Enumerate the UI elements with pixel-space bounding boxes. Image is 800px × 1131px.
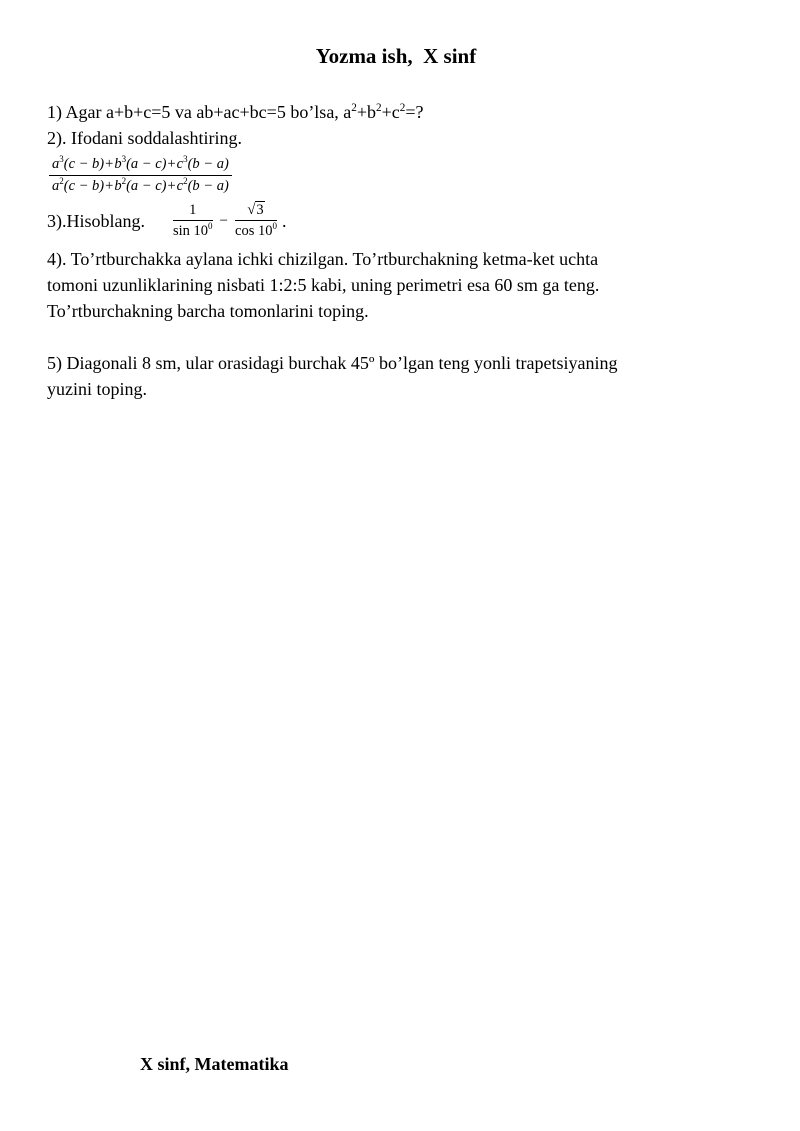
problem-2-formula	[49, 154, 232, 197]
problem-5-text	[47, 350, 745, 402]
formula-numerator: $a^3(c - b)+b^3(a - c)+c^3(b - a)$	[49, 154, 232, 176]
problem-1-sup-a: 2	[351, 102, 357, 114]
problem-4-line-2: tomoni uzunliklarining nisbati 1:2:5 kabi, uning perimetri esa 60 sm ga teng.	[47, 275, 600, 295]
problem-4-line-3: To’rtburchakning barcha tomonlarini toping.	[47, 301, 369, 321]
problem-1-suffix: =?	[405, 102, 424, 122]
problem-3-fraction-1: $\frac{1}{\sin 10^0}$	[173, 202, 213, 239]
minus-sign: −	[219, 212, 229, 229]
sqrt-radicand: 3	[256, 202, 264, 218]
problem-1-sup-b: 2	[376, 102, 382, 114]
problem-1-mid-b: +b	[356, 102, 377, 122]
problem-3-period: .	[281, 210, 287, 231]
document-body	[47, 99, 745, 402]
problem-4-text	[47, 246, 745, 324]
problem-5-line-1: 5) Diagonali 8 sm, ular orasidagi burchak 45º bo’lgan teng yonli trapetsiyaning	[47, 353, 618, 373]
problem-5-line-2: yuzini toping.	[47, 379, 147, 399]
sqrt-sign: √	[247, 202, 256, 218]
page-title: Yozma ish, X sinf	[315, 44, 477, 68]
problem-2-label: 2). Ifodani soddalashtiring.	[47, 128, 242, 148]
problem-1-sup-c: 2	[399, 102, 406, 114]
problem-1-prefix: 1) Agar a+b+c=5 va ab+ac+bc=5 bo’lsa, a	[47, 102, 352, 122]
blank-line	[47, 324, 745, 350]
problem-3-row	[47, 201, 745, 240]
page-footer: X sinf, Matematika	[140, 1054, 289, 1074]
problem-3-fraction-2: $\frac{√3}{\cos 10^0}$	[235, 202, 277, 239]
problem-4-line-1: 4). To’rtburchakka aylana ichki chizilgan. To’rtburchakning ketma-ket uchta	[47, 249, 599, 269]
formula-denominator: $a^2(c - b)+b^2(a - c)+c^2(b - a)$	[52, 176, 229, 194]
problem-1-mid-c: +c	[381, 102, 400, 122]
problem-1-text	[47, 99, 745, 125]
document-page	[0, 0, 800, 402]
problem-3-label: 3).Hisoblang.	[47, 210, 145, 231]
